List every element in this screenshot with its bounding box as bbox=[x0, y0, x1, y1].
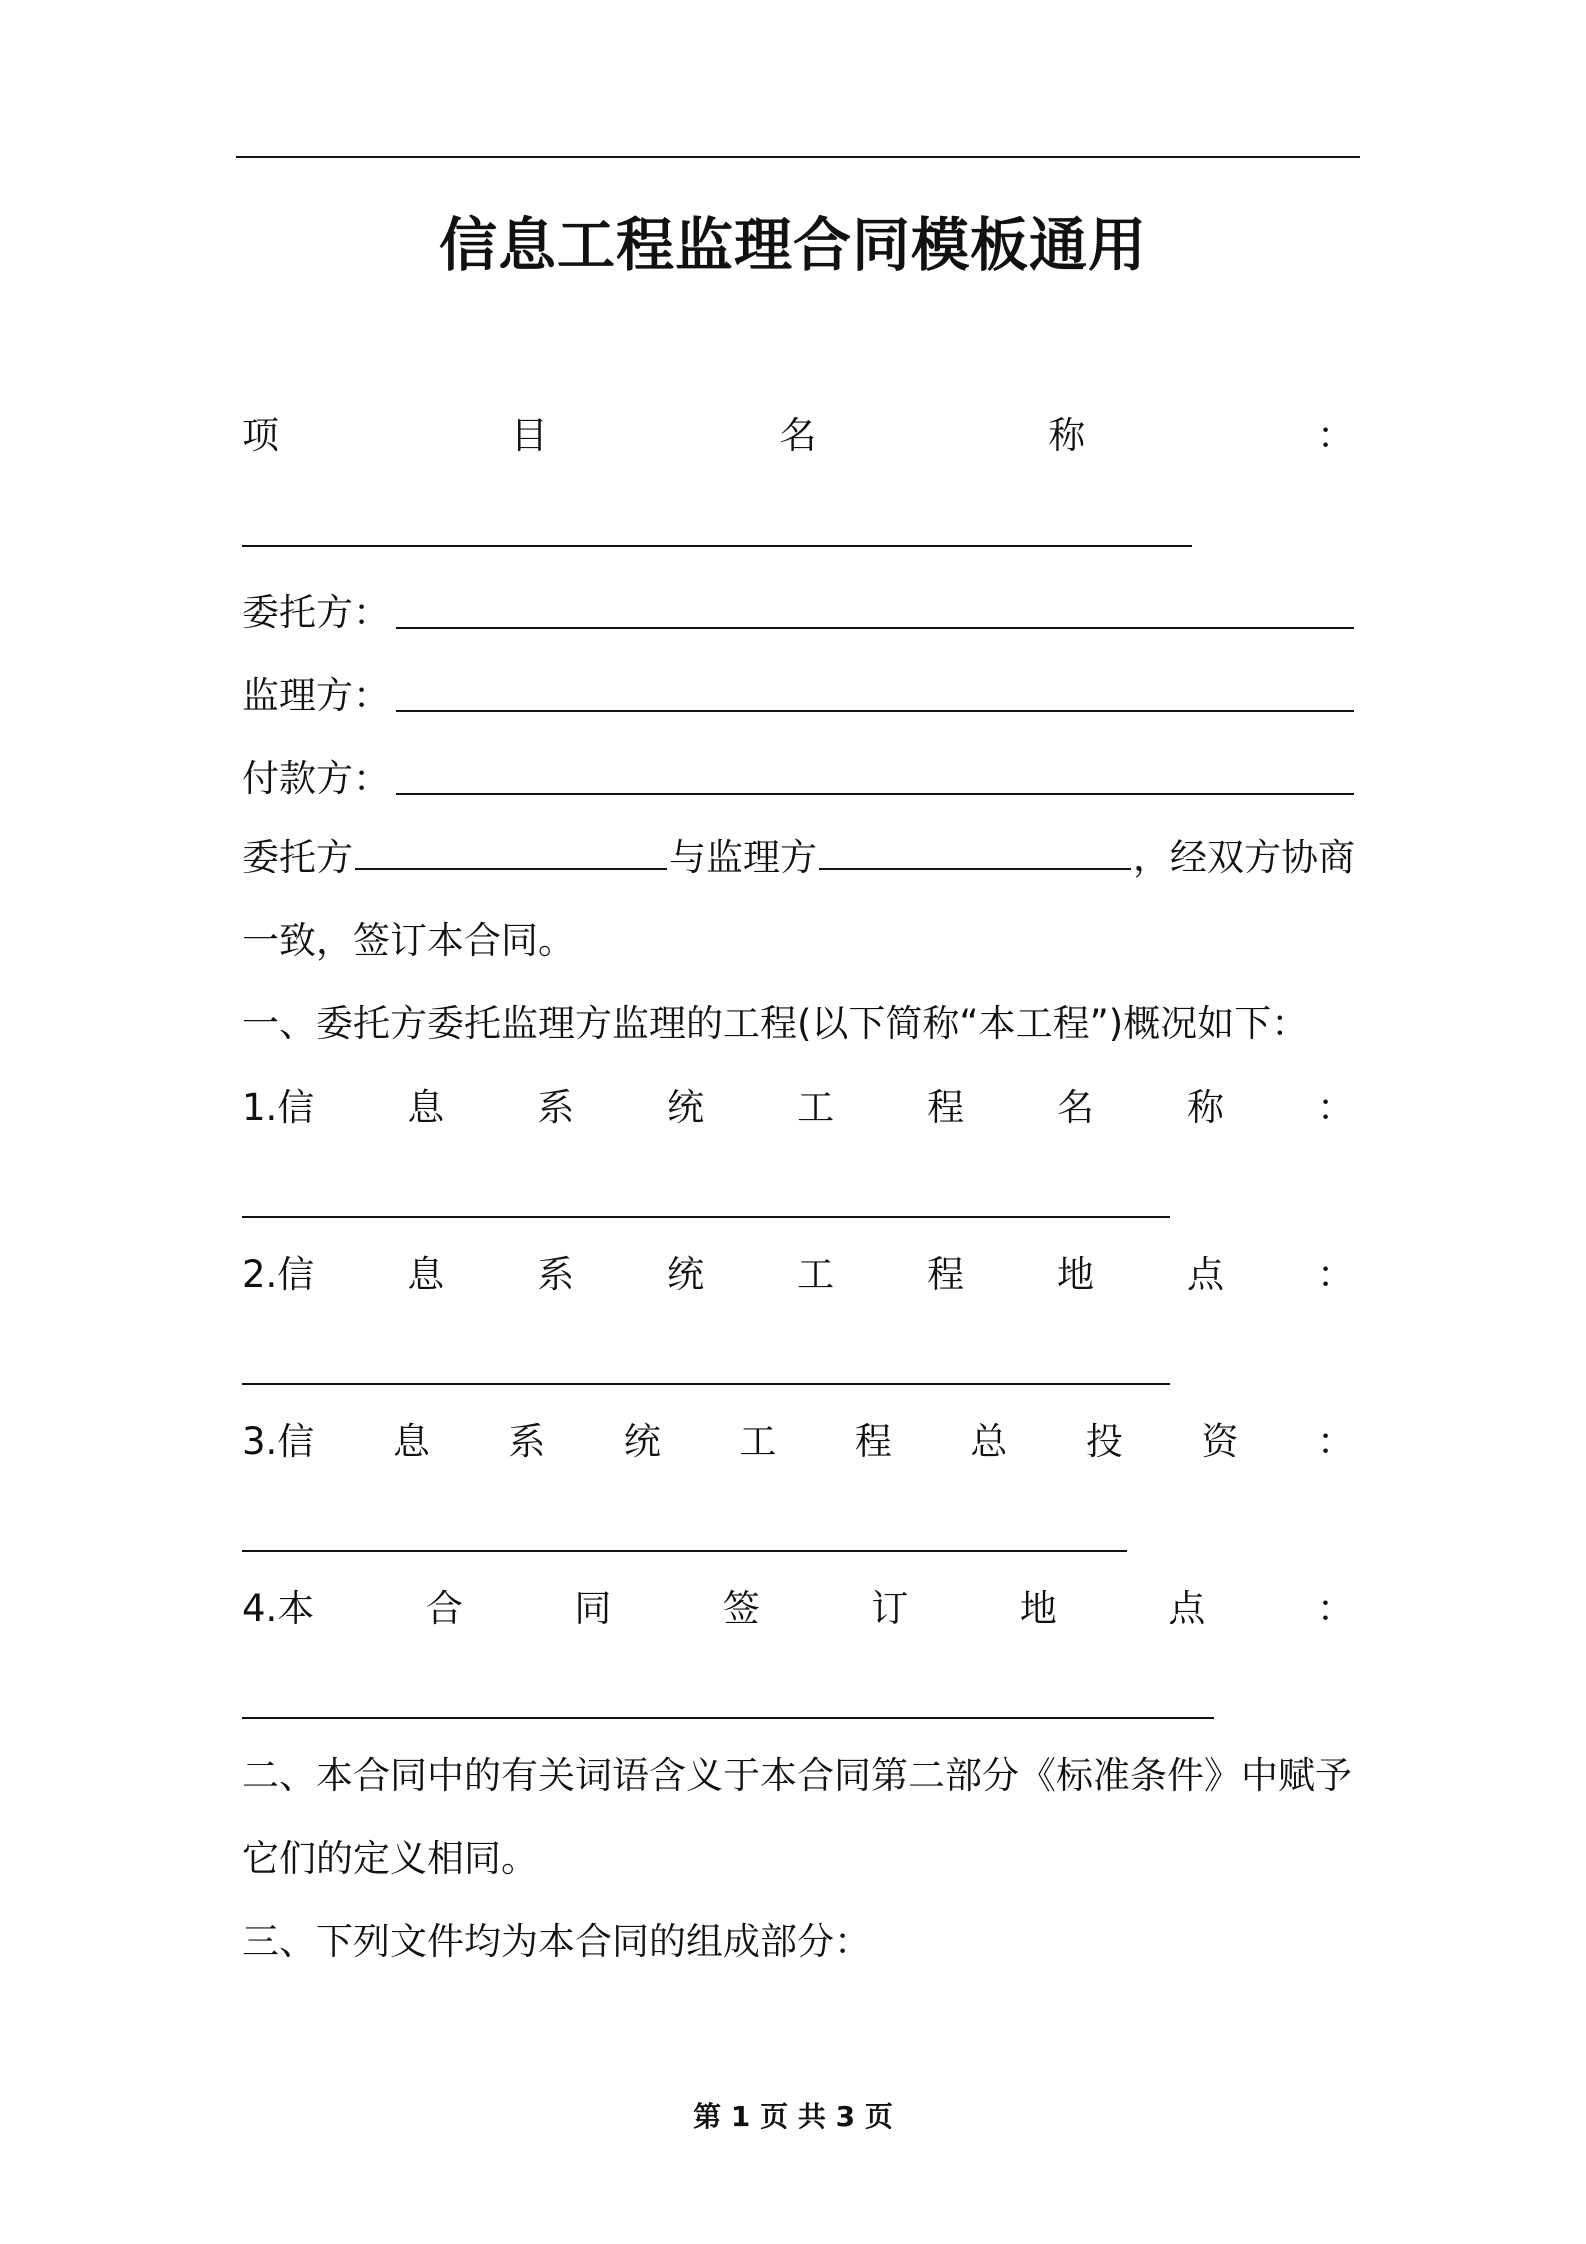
item-3-blank bbox=[242, 1550, 1127, 1552]
label-char: 工 bbox=[797, 1253, 835, 1296]
label-char: 系 bbox=[508, 1420, 546, 1463]
supervisor-label: 监理方： bbox=[242, 674, 390, 717]
label-char: ： bbox=[1316, 1587, 1354, 1630]
label-char: 名 bbox=[779, 414, 817, 457]
item-4-blank bbox=[242, 1717, 1214, 1719]
label-char: 系 bbox=[537, 1086, 575, 1129]
client-name-blank bbox=[355, 868, 667, 870]
label-char: 称 bbox=[1186, 1086, 1224, 1129]
label-char: 2.信 bbox=[242, 1253, 315, 1296]
label-char: 签 bbox=[722, 1587, 760, 1630]
item-1-blank bbox=[242, 1216, 1170, 1218]
label-char: 订 bbox=[871, 1587, 909, 1630]
label-char: 同 bbox=[574, 1587, 612, 1630]
label-char: 统 bbox=[667, 1086, 705, 1129]
agreement-line-2: 一致，签订本合同。 bbox=[242, 919, 575, 962]
client-row bbox=[242, 585, 1354, 641]
label-char: 工 bbox=[739, 1420, 777, 1463]
page-footer: 第 1 页 共 3 页 bbox=[693, 2100, 893, 2133]
label-char: 点 bbox=[1186, 1253, 1224, 1296]
item-2-blank bbox=[242, 1383, 1170, 1385]
supervisor-name-blank bbox=[819, 868, 1131, 870]
agreement-text: 与监理方 bbox=[669, 836, 817, 879]
label-char: 资 bbox=[1201, 1420, 1239, 1463]
label-char: 工 bbox=[797, 1086, 835, 1129]
supervisor-blank bbox=[396, 710, 1354, 712]
label-char: 地 bbox=[1019, 1587, 1057, 1630]
label-char: 目 bbox=[510, 414, 548, 457]
label-char: 点 bbox=[1168, 1587, 1206, 1630]
label-char: 程 bbox=[927, 1253, 965, 1296]
label-char: ： bbox=[1316, 1253, 1354, 1296]
client-label: 委托方： bbox=[242, 591, 390, 634]
label-char: 系 bbox=[537, 1253, 575, 1296]
section-2-line-1: 二、本合同中的有关词语含义于本合同第二部分《标准条件》中赋予 bbox=[242, 1754, 1352, 1797]
label-char: 程 bbox=[854, 1420, 892, 1463]
label-char: 地 bbox=[1057, 1253, 1095, 1296]
label-char: 统 bbox=[667, 1253, 705, 1296]
agreement-line-1 bbox=[242, 830, 1354, 886]
item-4-label bbox=[242, 1581, 1354, 1637]
label-char: 名 bbox=[1057, 1086, 1095, 1129]
agreement-text: 委托方 bbox=[242, 836, 353, 879]
label-char: ： bbox=[1316, 1420, 1354, 1463]
label-char: 称 bbox=[1048, 414, 1086, 457]
agreement-text: ，经双方协商 bbox=[1133, 836, 1355, 879]
client-blank bbox=[396, 627, 1354, 629]
item-2-label bbox=[242, 1247, 1354, 1303]
label-char: 息 bbox=[407, 1086, 445, 1129]
label-char: 1.信 bbox=[242, 1086, 315, 1129]
section-1-heading: 一、委托方委托监理方监理的工程(以下简称“本工程”)概况如下： bbox=[242, 1002, 1309, 1045]
payer-blank bbox=[396, 793, 1354, 795]
supervisor-row bbox=[242, 668, 1354, 724]
label-char: 3.信 bbox=[242, 1420, 315, 1463]
document-title: 信息工程监理合同模板通用 bbox=[438, 211, 1147, 279]
label-char: 合 bbox=[425, 1587, 463, 1630]
item-3-label bbox=[242, 1414, 1354, 1470]
label-char: ： bbox=[1316, 1086, 1354, 1129]
label-char: 4.本 bbox=[242, 1587, 315, 1630]
section-2-line-2: 它们的定义相同。 bbox=[242, 1837, 538, 1880]
label-char: 统 bbox=[623, 1420, 661, 1463]
header-rule bbox=[236, 156, 1360, 158]
label-char: 总 bbox=[970, 1420, 1008, 1463]
project-name-label bbox=[242, 408, 1354, 464]
label-char: 投 bbox=[1085, 1420, 1123, 1463]
label-char: ： bbox=[1317, 414, 1354, 457]
project-name-blank bbox=[242, 545, 1192, 547]
label-char: 息 bbox=[407, 1253, 445, 1296]
label-char: 息 bbox=[392, 1420, 430, 1463]
payer-label: 付款方： bbox=[242, 757, 390, 800]
label-char: 程 bbox=[927, 1086, 965, 1129]
payer-row bbox=[242, 751, 1354, 807]
section-3-heading: 三、下列文件均为本合同的组成部分： bbox=[242, 1920, 871, 1963]
label-char: 项 bbox=[242, 414, 279, 457]
item-1-label bbox=[242, 1080, 1354, 1136]
